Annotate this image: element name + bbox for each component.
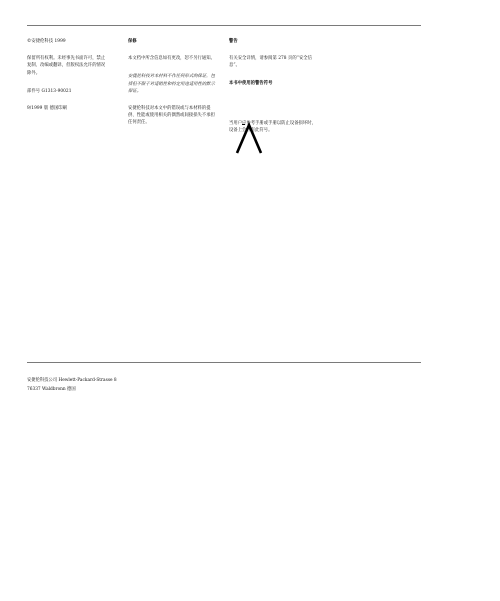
warning-heading: 警告 <box>229 39 238 44</box>
warranty-para-disclaimer: 安捷伦科技对本材料不作任何形式的保证，包括但不限于对适销性和特定用途适用性的默示保证。 <box>128 74 215 94</box>
address-line-1: 安捷伦科技公司 Hewlett-Packard-Strasse 8 <box>27 378 117 383</box>
warranty-para-liability: 安捷伦科技对本文中的错误或与本材料的提供、性能或使用相关的偶然或间接损失不承担任何责任。 <box>128 106 215 126</box>
publisher-address <box>27 376 227 394</box>
warranty-heading: 保修 <box>128 39 137 44</box>
print-edition: 9/1999 版 德国印刷 <box>27 106 67 112</box>
warning-symbol-subheading: 本书中使用的警告符号 <box>229 80 273 86</box>
warranty-para-change-notice: 本文档中所含信息如有更改，恕不另行通知。 <box>128 56 215 62</box>
column-publication-info <box>27 38 109 112</box>
address-line-2: 76337 Waldbronn 德国 <box>27 387 76 392</box>
warning-symbol-description: 当用户应参考手册或手册以防止设备损坏时，设备上会标有此符号。 <box>229 120 316 134</box>
warning-triangle-icon <box>234 119 264 155</box>
part-number: 部件号 G1313-90021 <box>27 88 72 94</box>
copyright-notice: ©安捷伦科技 1999 <box>27 39 66 44</box>
top-rule <box>27 25 421 26</box>
column-warranty <box>128 38 216 127</box>
warning-para-safety: 有关安全详情，请参阅第 278 页的“安全信息”。 <box>229 56 312 69</box>
bottom-rule <box>27 362 421 363</box>
rights-notice: 保留所有权利。未经事先书面许可，禁止复制、改编或翻译，但版权法允许的情况除外。 <box>27 56 106 76</box>
